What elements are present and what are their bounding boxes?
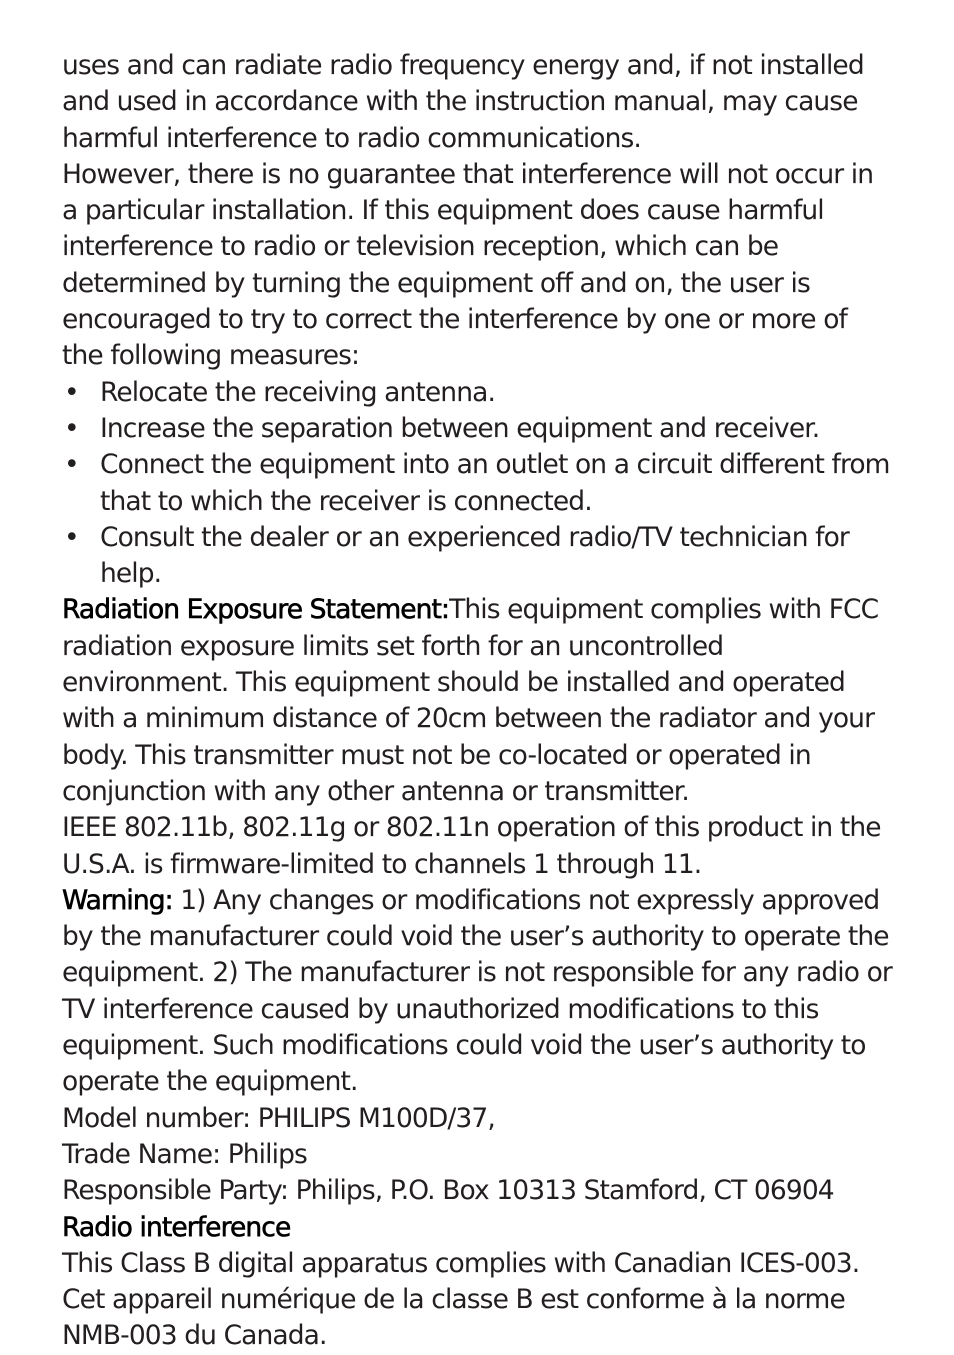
ieee-paragraph: IEEE 802.11b, 802.11g or 802.11n operation of this product in the U.S.A. is firmware-limited to channels 1 through 11.: [62, 812, 881, 880]
list-item: [62, 411, 894, 447]
bullet-icon: •: [64, 521, 79, 553]
list-item: [62, 447, 894, 520]
warning-label: Warning:: [62, 884, 173, 916]
list-item-text: Consult the dealer or an experienced radio/TV technician for help.: [100, 521, 849, 590]
document-page: [62, 48, 894, 1355]
trade-name: Trade Name: Philips: [62, 1138, 307, 1170]
list-item-text: Connect the equipment into an outlet on a circuit different from that to which the receiver is connected.: [100, 449, 890, 517]
radiation-exposure-paragraph: [62, 592, 894, 810]
responsible-party: Responsible Party: Philips, P.O. Box 10313 Stamford, CT 06904: [62, 1175, 834, 1207]
intro-continuation-paragraph: uses and can radiate radio frequency energy and, if not installed and used in accordance with the instruction manual, may cause harmful interference to radio communications.: [62, 50, 864, 154]
radiation-exposure-label: Radiation Exposure Statement:: [62, 594, 450, 626]
measures-list: [62, 375, 894, 593]
list-item-text: Relocate the receiving antenna.: [100, 376, 495, 408]
bullet-icon: •: [64, 412, 79, 444]
however-paragraph: However, there is no guarantee that interference will not occur in a particular installation. If this equipment does cause harmful interference to radio or television reception, which can be determined by turning the equipment off and on, the user is encouraged to try to correct the interference by one or more of the following measures:: [62, 158, 874, 372]
list-item: [62, 520, 894, 593]
list-item: [62, 375, 894, 411]
radio-interference-english: This Class B digital apparatus complies with Canadian ICES-003.: [62, 1247, 860, 1279]
warning-text: 1) Any changes or modifications not expressly approved by the manufacturer could void the user’s authority to operate the equipment. 2) The manufacturer is not responsible for any radio or TV interference caused by unauthorized modifications to this equipment. Such modifications could void the user’s authority to operate the equipment.: [62, 884, 892, 1098]
radio-interference-french: Cet appareil numérique de la classe B est conforme à la norme NMB-003 du Canada.: [62, 1284, 845, 1352]
warning-paragraph: [62, 883, 894, 1101]
radiation-exposure-text: This equipment complies with FCC radiation exposure limits set forth for an uncontrolled environment. This equipment should be installed and operated with a minimum distance of 20cm between the radiator and your body. This transmitter must not be co-located or operated in conjunction with any other antenna or transmitter.: [62, 594, 879, 807]
model-number: Model number: PHILIPS M100D/37,: [62, 1102, 495, 1134]
radio-interference-heading: Radio interference: [62, 1211, 291, 1243]
bullet-icon: •: [64, 449, 79, 481]
list-item-text: Increase the separation between equipment and receiver.: [100, 412, 820, 444]
bullet-icon: •: [64, 376, 79, 408]
